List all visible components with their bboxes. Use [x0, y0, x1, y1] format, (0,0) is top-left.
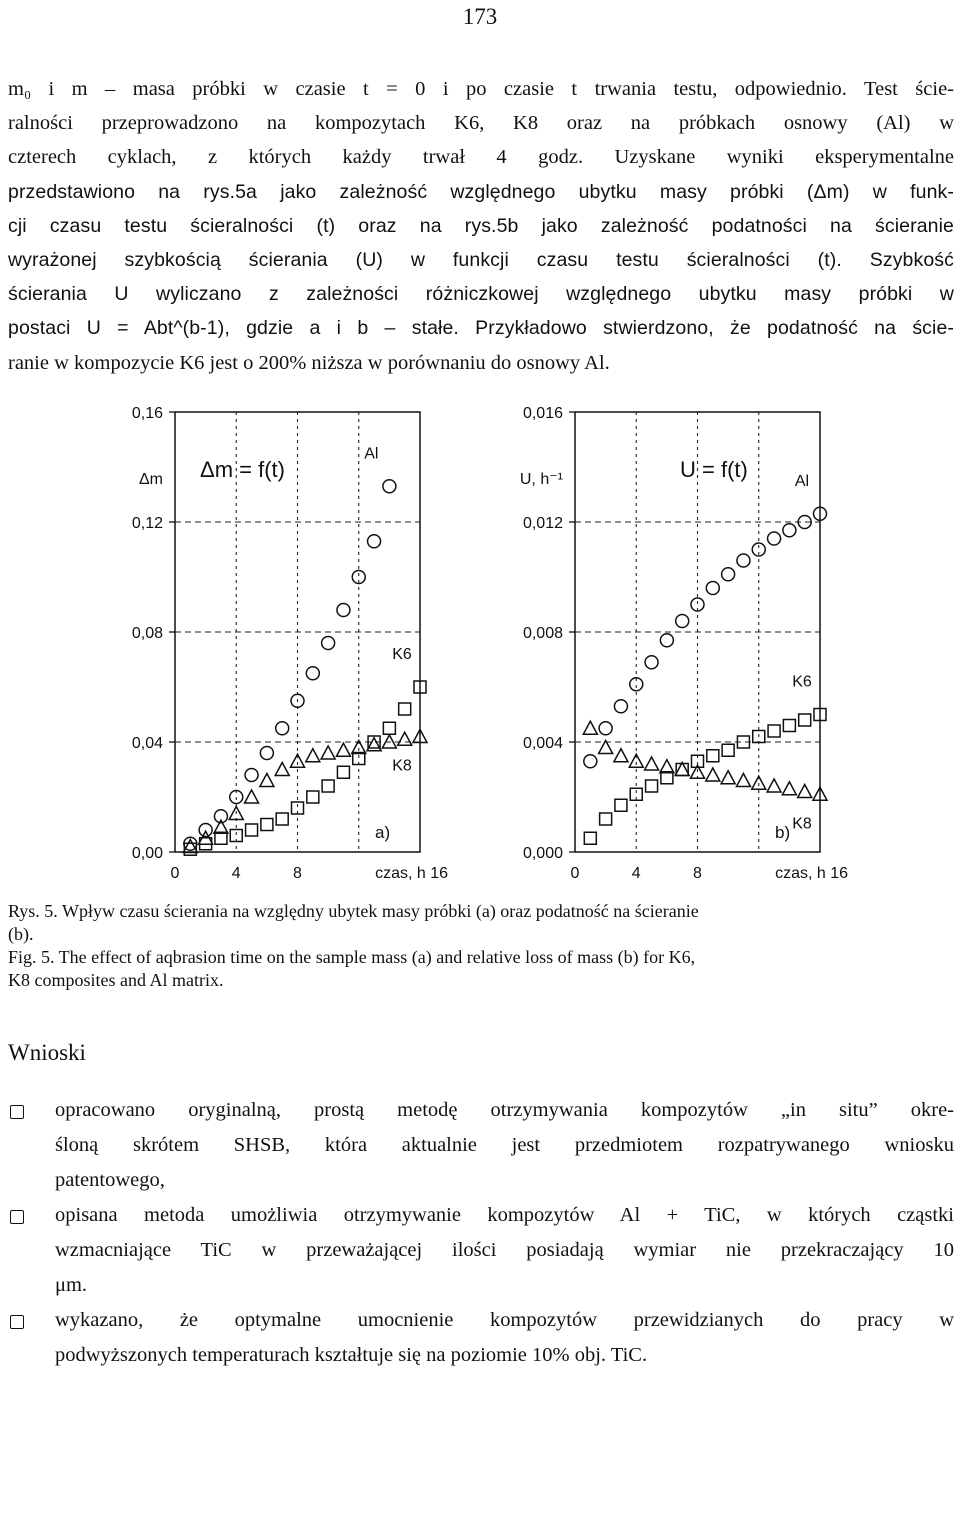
- data-point-k6: [661, 772, 673, 784]
- panel-label: a): [375, 823, 391, 842]
- data-point-al: [660, 634, 673, 647]
- data-point-k6: [399, 703, 411, 715]
- checkbox-bullet-icon: [10, 1105, 24, 1119]
- data-point-k8: [798, 785, 812, 798]
- caption-line: Fig. 5. The effect of aqbrasion time on the sample mass (a) and relative loss of mass (b) for K6,: [8, 947, 696, 967]
- chart-annotation: Δm = f(t): [200, 457, 285, 482]
- y-tick-label: 0,000: [522, 845, 563, 862]
- series-label-k6: K6: [392, 646, 412, 663]
- data-point-k8: [306, 749, 320, 762]
- list-item: [8, 1093, 954, 1198]
- data-point-k6: [783, 720, 795, 732]
- data-point-k8: [367, 738, 381, 751]
- caption-line: K8 composites and Al matrix.: [8, 970, 224, 990]
- x-tick-label: 4: [631, 865, 641, 882]
- data-point-k6: [261, 819, 273, 831]
- data-point-k8: [614, 749, 628, 762]
- chart-b: [500, 390, 860, 890]
- data-point-k8: [782, 782, 796, 795]
- caption-line: (b).: [8, 924, 34, 944]
- list-item: [8, 1198, 954, 1303]
- checkbox-bullet-icon: [10, 1315, 24, 1329]
- data-point-al: [322, 637, 335, 650]
- data-point-k8: [398, 732, 412, 745]
- data-point-k8: [275, 763, 289, 776]
- data-point-k6: [322, 780, 334, 792]
- data-point-k6: [799, 714, 811, 726]
- data-point-k8: [245, 790, 259, 803]
- x-tick-label: 8: [693, 865, 702, 882]
- chart-a: [100, 390, 460, 890]
- data-point-al: [276, 722, 289, 735]
- data-point-k8: [675, 763, 689, 776]
- data-point-al: [737, 554, 750, 567]
- y-tick-label: 0,008: [522, 625, 563, 642]
- y-tick-label: 0,12: [131, 515, 163, 532]
- data-point-k6: [246, 824, 258, 836]
- data-point-k8: [321, 746, 335, 759]
- data-point-k8: [660, 760, 674, 773]
- paragraph-line: wyrażonej szybkością ścierania (U) w funkcji czasu testu ścieralności (t). Szybkość: [8, 249, 954, 272]
- y-tick-label: 0,012: [522, 515, 563, 532]
- x-tick-label: czas, h 16: [775, 865, 848, 882]
- data-point-al: [584, 755, 597, 768]
- data-point-al: [676, 615, 689, 628]
- y-axis-label: Δm: [138, 471, 163, 488]
- panel-label: b): [775, 823, 791, 842]
- data-point-k6: [768, 725, 780, 737]
- data-point-k8: [336, 743, 350, 756]
- figure-caption: [8, 900, 954, 992]
- y-axis-label: U, h⁻¹: [519, 471, 563, 488]
- data-point-k6: [707, 750, 719, 762]
- paragraph-line: czterech cyklach, z których każdy trwał 4 godz. Uzyskane wyniki eksperymentalne: [8, 146, 954, 169]
- data-point-k6: [584, 832, 596, 844]
- y-tick-label: 0,004: [522, 735, 563, 752]
- conclusions-list: [8, 1093, 954, 1373]
- page-number: 173: [462, 4, 498, 29]
- paragraph-line: postaci U = Abt^(b-1), gdzie a i b – stałe. Przykładowo stwierdzono, że podatność na ście-: [8, 317, 954, 340]
- series-label-al: Al: [794, 472, 810, 490]
- x-tick-label: czas, h 16: [375, 865, 448, 882]
- data-point-k6: [337, 766, 349, 778]
- y-tick-label: 0,04: [131, 735, 163, 752]
- data-point-k8: [706, 768, 720, 781]
- series-label-k8: K8: [792, 815, 812, 833]
- bullet-line: wzmacniające TiC w przeważającej ilości posiadają wymiar nie przekraczający 10: [55, 1239, 954, 1261]
- bullet-line: opisana metoda umożliwia otrzymywanie kompozytów Al + TiC, w których cząstki: [55, 1204, 954, 1226]
- data-point-k6: [307, 791, 319, 803]
- bullet-line: opracowano oryginalną, prostą metodę otrzymywania kompozytów „in situ” okre-: [55, 1099, 954, 1121]
- bullet-line: patentowego,: [55, 1169, 165, 1191]
- data-point-k8: [721, 771, 735, 784]
- data-point-al: [722, 568, 735, 581]
- data-point-k8: [260, 774, 274, 787]
- data-point-al: [614, 700, 627, 713]
- data-point-al: [383, 480, 396, 493]
- series-label-k8: K8: [392, 757, 412, 775]
- paragraph-line: ścierania U wyliczano z zależności różniczkowej względnego ubytku masy próbki w: [8, 283, 954, 306]
- data-point-al: [368, 535, 381, 548]
- paragraph-line: m₀ i m – masa próbki w czasie t = 0 i po czasie t trwania testu, odpowiednio. Test ście-: [8, 78, 954, 100]
- data-point-k8: [645, 757, 659, 770]
- data-point-k8: [583, 721, 597, 734]
- data-point-al: [337, 604, 350, 617]
- data-point-k6: [646, 780, 658, 792]
- data-point-al: [783, 524, 796, 537]
- bullet-line: μm.: [55, 1274, 88, 1296]
- data-point-k6: [722, 744, 734, 756]
- data-point-k6: [215, 832, 227, 844]
- data-point-k6: [383, 722, 395, 734]
- paragraph-line: ranie w kompozycie K6 jest o 200% niższa w porównaniu do osnowy Al.: [8, 351, 610, 374]
- section-heading: Wnioski: [8, 1040, 86, 1065]
- checkbox-bullet-icon: [10, 1210, 24, 1224]
- paragraph-line: przedstawiono na rys.5a jako zależność względnego ubytku masy próbki (Δm) w funk-: [8, 180, 954, 203]
- data-point-k6: [276, 813, 288, 825]
- data-point-k6: [600, 813, 612, 825]
- bullet-line: wykazano, że optymalne umocnienie kompozytów przewidzianych do pracy w: [55, 1309, 954, 1331]
- y-tick-label: 0,016: [522, 405, 563, 422]
- data-point-al: [599, 722, 612, 735]
- series-label-al: Al: [364, 445, 379, 463]
- y-tick-label: 0,16: [131, 405, 163, 422]
- data-point-k8: [736, 774, 750, 787]
- data-point-al: [706, 582, 719, 595]
- data-point-al: [245, 769, 258, 782]
- bullet-line: podwyższonych temperaturach kształtuje się na poziomie 10% obj. TiC.: [55, 1344, 648, 1366]
- caption-line: Rys. 5. Wpływ czasu ścierania na względny ubytek masy próbki (a) oraz podatność na ścieranie: [8, 901, 699, 921]
- data-point-al: [768, 532, 781, 545]
- series-label-k6: K6: [792, 673, 812, 691]
- chart-annotation: U = f(t): [680, 457, 748, 482]
- data-point-k6: [615, 799, 627, 811]
- x-tick-label: 8: [293, 865, 302, 882]
- x-tick-label: 4: [231, 865, 241, 882]
- paragraph-line: cji czasu testu ścieralności (t) oraz na rys.5b jako zależność podatności na ścieranie: [8, 214, 954, 237]
- body-paragraph: [8, 72, 954, 380]
- data-point-k8: [767, 779, 781, 792]
- paragraph-line: ralności przeprowadzono na kompozytach K6, K8 oraz na próbkach osnowy (Al) w: [8, 112, 954, 135]
- data-point-al: [645, 656, 658, 669]
- x-tick-label: 0: [170, 865, 180, 882]
- y-tick-label: 0,08: [131, 625, 163, 642]
- data-point-al: [306, 667, 319, 680]
- bullet-line: śloną skrótem SHSB, która aktualnie jest przedmiotem rozpatrywanego wniosku: [55, 1134, 954, 1156]
- data-point-al: [260, 747, 273, 760]
- list-item: [8, 1303, 954, 1373]
- y-tick-label: 0,00: [131, 845, 163, 862]
- x-tick-label: 0: [570, 865, 580, 882]
